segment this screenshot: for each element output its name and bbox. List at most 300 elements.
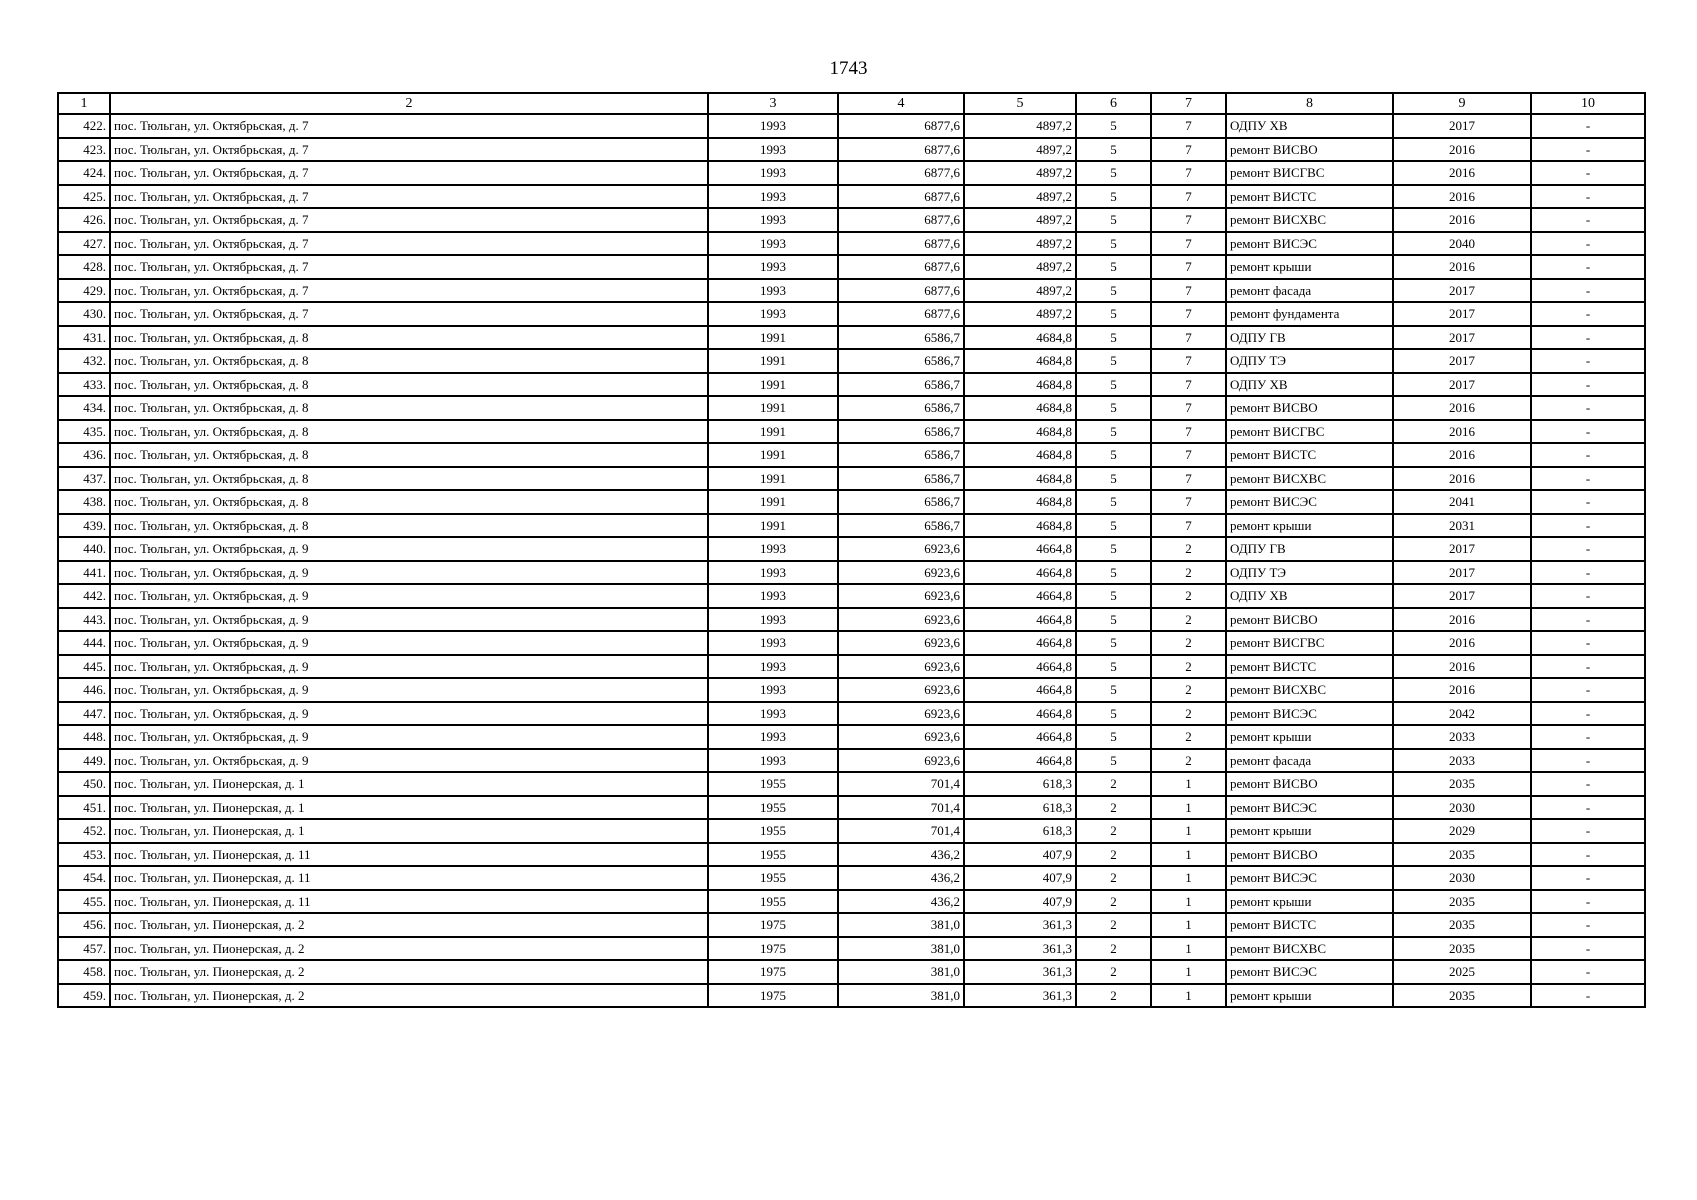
cell-work-type: ремонт ВИСХВС [1226,467,1393,491]
cell-address: пос. Тюльган, ул. Пионерская, д. 1 [110,796,708,820]
cell-note: - [1531,326,1645,350]
cell-living-area: 4664,8 [964,561,1076,585]
header-row [58,93,1645,114]
cell-living-area: 4684,8 [964,420,1076,444]
cell-entrances: 2 [1151,678,1226,702]
cell-note: - [1531,443,1645,467]
cell-living-area: 4684,8 [964,490,1076,514]
cell-row-number: 451. [58,796,110,820]
cell-living-area: 4684,8 [964,467,1076,491]
table-row [58,819,1645,843]
cell-floors: 5 [1076,161,1151,185]
cell-total-area: 6586,7 [838,490,964,514]
cell-living-area: 4897,2 [964,302,1076,326]
cell-row-number: 436. [58,443,110,467]
cell-entrances: 7 [1151,161,1226,185]
cell-floors: 5 [1076,631,1151,655]
cell-work-type: ОДПУ ТЭ [1226,349,1393,373]
table-row [58,420,1645,444]
cell-planned-year: 2017 [1393,302,1531,326]
cell-work-type: ремонт ВИСЭС [1226,960,1393,984]
cell-year-built: 1993 [708,114,838,138]
table-row [58,279,1645,303]
cell-entrances: 7 [1151,232,1226,256]
cell-address: пос. Тюльган, ул. Октябрьская, д. 9 [110,537,708,561]
cell-note: - [1531,373,1645,397]
table-row [58,255,1645,279]
cell-floors: 2 [1076,960,1151,984]
cell-row-number: 422. [58,114,110,138]
cell-entrances: 1 [1151,819,1226,843]
cell-note: - [1531,843,1645,867]
cell-floors: 5 [1076,749,1151,773]
cell-entrances: 1 [1151,843,1226,867]
cell-address: пос. Тюльган, ул. Октябрьская, д. 7 [110,138,708,162]
cell-planned-year: 2017 [1393,537,1531,561]
cell-note: - [1531,114,1645,138]
table-row [58,608,1645,632]
cell-year-built: 1975 [708,984,838,1008]
cell-floors: 5 [1076,255,1151,279]
cell-living-area: 4897,2 [964,161,1076,185]
cell-work-type: ремонт фасада [1226,749,1393,773]
cell-address: пос. Тюльган, ул. Октябрьская, д. 9 [110,725,708,749]
cell-floors: 5 [1076,561,1151,585]
column-header-9: 9 [1393,93,1531,114]
cell-work-type: ОДПУ ГВ [1226,537,1393,561]
cell-row-number: 445. [58,655,110,679]
table-row [58,772,1645,796]
cell-row-number: 425. [58,185,110,209]
cell-note: - [1531,396,1645,420]
cell-planned-year: 2016 [1393,420,1531,444]
cell-living-area: 4897,2 [964,114,1076,138]
cell-year-built: 1991 [708,443,838,467]
cell-row-number: 434. [58,396,110,420]
cell-row-number: 444. [58,631,110,655]
cell-year-built: 1993 [708,279,838,303]
cell-row-number: 453. [58,843,110,867]
cell-floors: 5 [1076,514,1151,538]
table-row [58,702,1645,726]
table-row [58,138,1645,162]
cell-planned-year: 2042 [1393,702,1531,726]
cell-total-area: 6586,7 [838,396,964,420]
cell-work-type: ремонт ВИСЭС [1226,702,1393,726]
cell-note: - [1531,960,1645,984]
cell-note: - [1531,232,1645,256]
cell-entrances: 7 [1151,349,1226,373]
cell-floors: 5 [1076,396,1151,420]
column-header-1: 1 [58,93,110,114]
cell-planned-year: 2016 [1393,631,1531,655]
cell-work-type: ОДПУ ХВ [1226,114,1393,138]
cell-year-built: 1993 [708,608,838,632]
cell-entrances: 1 [1151,890,1226,914]
table-row [58,890,1645,914]
cell-note: - [1531,514,1645,538]
cell-living-area: 4897,2 [964,185,1076,209]
table-row [58,467,1645,491]
cell-total-area: 6586,7 [838,420,964,444]
cell-entrances: 2 [1151,584,1226,608]
cell-work-type: ремонт крыши [1226,819,1393,843]
table-row [58,749,1645,773]
cell-row-number: 448. [58,725,110,749]
cell-work-type: ремонт ВИСЭС [1226,232,1393,256]
cell-address: пос. Тюльган, ул. Октябрьская, д. 9 [110,608,708,632]
cell-planned-year: 2035 [1393,937,1531,961]
cell-address: пос. Тюльган, ул. Октябрьская, д. 9 [110,702,708,726]
cell-floors: 2 [1076,843,1151,867]
cell-total-area: 381,0 [838,960,964,984]
page-number: 1743 [829,58,868,79]
cell-year-built: 1993 [708,161,838,185]
cell-work-type: ОДПУ ТЭ [1226,561,1393,585]
cell-address: пос. Тюльган, ул. Октябрьская, д. 8 [110,326,708,350]
cell-year-built: 1993 [708,138,838,162]
cell-note: - [1531,584,1645,608]
cell-floors: 2 [1076,984,1151,1008]
cell-note: - [1531,655,1645,679]
cell-year-built: 1955 [708,866,838,890]
cell-total-area: 6586,7 [838,443,964,467]
cell-living-area: 4664,8 [964,702,1076,726]
cell-floors: 5 [1076,608,1151,632]
table-row [58,373,1645,397]
cell-entrances: 2 [1151,537,1226,561]
cell-year-built: 1993 [708,584,838,608]
cell-entrances: 2 [1151,631,1226,655]
cell-year-built: 1993 [708,561,838,585]
cell-total-area: 381,0 [838,984,964,1008]
cell-floors: 5 [1076,702,1151,726]
cell-work-type: ремонт ВИСВО [1226,138,1393,162]
cell-living-area: 361,3 [964,937,1076,961]
cell-year-built: 1991 [708,326,838,350]
cell-total-area: 6586,7 [838,514,964,538]
cell-total-area: 6877,6 [838,138,964,162]
cell-note: - [1531,890,1645,914]
cell-entrances: 7 [1151,208,1226,232]
cell-planned-year: 2016 [1393,396,1531,420]
cell-row-number: 435. [58,420,110,444]
cell-floors: 2 [1076,772,1151,796]
cell-living-area: 407,9 [964,890,1076,914]
cell-row-number: 440. [58,537,110,561]
cell-address: пос. Тюльган, ул. Октябрьская, д. 8 [110,373,708,397]
cell-year-built: 1993 [708,302,838,326]
cell-planned-year: 2029 [1393,819,1531,843]
cell-note: - [1531,255,1645,279]
cell-total-area: 6923,6 [838,749,964,773]
cell-address: пос. Тюльган, ул. Октябрьская, д. 7 [110,232,708,256]
table-row [58,937,1645,961]
cell-living-area: 4664,8 [964,631,1076,655]
cell-total-area: 6586,7 [838,349,964,373]
cell-row-number: 452. [58,819,110,843]
cell-row-number: 447. [58,702,110,726]
cell-work-type: ОДПУ ХВ [1226,584,1393,608]
cell-work-type: ремонт ВИСТС [1226,443,1393,467]
cell-planned-year: 2035 [1393,772,1531,796]
cell-year-built: 1975 [708,937,838,961]
cell-living-area: 4684,8 [964,443,1076,467]
cell-row-number: 455. [58,890,110,914]
cell-floors: 5 [1076,467,1151,491]
cell-living-area: 4664,8 [964,584,1076,608]
cell-living-area: 618,3 [964,772,1076,796]
cell-planned-year: 2016 [1393,467,1531,491]
cell-address: пос. Тюльган, ул. Пионерская, д. 1 [110,772,708,796]
cell-entrances: 7 [1151,255,1226,279]
cell-row-number: 457. [58,937,110,961]
cell-total-area: 6877,6 [838,208,964,232]
cell-row-number: 454. [58,866,110,890]
column-header-5: 5 [964,93,1076,114]
cell-year-built: 1991 [708,490,838,514]
column-header-3: 3 [708,93,838,114]
table-body [58,114,1645,1007]
cell-year-built: 1993 [708,702,838,726]
cell-total-area: 6923,6 [838,631,964,655]
cell-living-area: 407,9 [964,843,1076,867]
cell-floors: 5 [1076,349,1151,373]
cell-total-area: 6923,6 [838,678,964,702]
cell-row-number: 458. [58,960,110,984]
cell-entrances: 7 [1151,138,1226,162]
cell-total-area: 6586,7 [838,373,964,397]
cell-work-type: ремонт ВИСЭС [1226,490,1393,514]
cell-planned-year: 2016 [1393,655,1531,679]
cell-note: - [1531,866,1645,890]
table-row [58,326,1645,350]
cell-floors: 2 [1076,866,1151,890]
cell-note: - [1531,138,1645,162]
cell-entrances: 1 [1151,772,1226,796]
cell-floors: 2 [1076,796,1151,820]
cell-floors: 5 [1076,302,1151,326]
cell-row-number: 450. [58,772,110,796]
cell-total-area: 6877,6 [838,232,964,256]
cell-living-area: 361,3 [964,984,1076,1008]
cell-year-built: 1991 [708,467,838,491]
cell-total-area: 6923,6 [838,537,964,561]
cell-address: пос. Тюльган, ул. Октябрьская, д. 9 [110,655,708,679]
cell-year-built: 1991 [708,349,838,373]
cell-year-built: 1991 [708,396,838,420]
cell-work-type: ремонт ВИСТС [1226,913,1393,937]
cell-floors: 2 [1076,913,1151,937]
cell-year-built: 1993 [708,655,838,679]
cell-planned-year: 2030 [1393,866,1531,890]
cell-planned-year: 2033 [1393,749,1531,773]
cell-row-number: 432. [58,349,110,373]
table-row [58,490,1645,514]
cell-entrances: 2 [1151,608,1226,632]
cell-address: пос. Тюльган, ул. Пионерская, д. 2 [110,937,708,961]
cell-living-area: 4664,8 [964,608,1076,632]
cell-year-built: 1955 [708,843,838,867]
cell-total-area: 6877,6 [838,114,964,138]
cell-row-number: 431. [58,326,110,350]
cell-work-type: ремонт ВИСХВС [1226,937,1393,961]
cell-year-built: 1991 [708,514,838,538]
cell-floors: 5 [1076,279,1151,303]
column-header-8: 8 [1226,93,1393,114]
table-row [58,725,1645,749]
cell-note: - [1531,490,1645,514]
cell-floors: 5 [1076,537,1151,561]
cell-row-number: 428. [58,255,110,279]
cell-address: пос. Тюльган, ул. Октябрьская, д. 9 [110,678,708,702]
cell-planned-year: 2016 [1393,608,1531,632]
cell-note: - [1531,537,1645,561]
cell-row-number: 459. [58,984,110,1008]
table-row [58,349,1645,373]
table-row [58,232,1645,256]
cell-year-built: 1993 [708,537,838,561]
cell-row-number: 441. [58,561,110,585]
cell-year-built: 1993 [708,185,838,209]
cell-total-area: 6877,6 [838,255,964,279]
cell-address: пос. Тюльган, ул. Октябрьская, д. 7 [110,302,708,326]
cell-living-area: 4897,2 [964,255,1076,279]
cell-note: - [1531,725,1645,749]
cell-floors: 5 [1076,678,1151,702]
cell-note: - [1531,913,1645,937]
column-header-10: 10 [1531,93,1645,114]
cell-work-type: ремонт ВИСГВС [1226,631,1393,655]
cell-living-area: 4664,8 [964,725,1076,749]
table-row [58,561,1645,585]
cell-year-built: 1993 [708,678,838,702]
cell-year-built: 1975 [708,960,838,984]
cell-row-number: 426. [58,208,110,232]
column-header-4: 4 [838,93,964,114]
cell-living-area: 4684,8 [964,326,1076,350]
cell-entrances: 2 [1151,749,1226,773]
cell-entrances: 7 [1151,396,1226,420]
cell-row-number: 439. [58,514,110,538]
cell-year-built: 1955 [708,890,838,914]
cell-address: пос. Тюльган, ул. Октябрьская, д. 8 [110,490,708,514]
cell-year-built: 1955 [708,772,838,796]
cell-planned-year: 2016 [1393,255,1531,279]
cell-total-area: 6586,7 [838,467,964,491]
cell-entrances: 7 [1151,490,1226,514]
cell-row-number: 427. [58,232,110,256]
cell-note: - [1531,984,1645,1008]
cell-planned-year: 2033 [1393,725,1531,749]
cell-note: - [1531,631,1645,655]
cell-work-type: ремонт ВИСХВС [1226,678,1393,702]
table-row [58,208,1645,232]
table-row [58,960,1645,984]
cell-living-area: 618,3 [964,796,1076,820]
cell-planned-year: 2035 [1393,843,1531,867]
cell-note: - [1531,796,1645,820]
cell-living-area: 4684,8 [964,349,1076,373]
cell-floors: 5 [1076,373,1151,397]
cell-note: - [1531,819,1645,843]
cell-work-type: ОДПУ ХВ [1226,373,1393,397]
cell-planned-year: 2017 [1393,584,1531,608]
cell-floors: 5 [1076,185,1151,209]
cell-work-type: ремонт ВИСВО [1226,843,1393,867]
cell-total-area: 381,0 [838,913,964,937]
cell-work-type: ОДПУ ГВ [1226,326,1393,350]
cell-note: - [1531,561,1645,585]
cell-year-built: 1991 [708,373,838,397]
cell-floors: 5 [1076,326,1151,350]
cell-floors: 5 [1076,584,1151,608]
cell-address: пос. Тюльган, ул. Пионерская, д. 2 [110,984,708,1008]
cell-work-type: ремонт крыши [1226,255,1393,279]
cell-planned-year: 2025 [1393,960,1531,984]
cell-planned-year: 2016 [1393,185,1531,209]
cell-note: - [1531,749,1645,773]
table-row [58,843,1645,867]
cell-living-area: 4897,2 [964,138,1076,162]
cell-row-number: 449. [58,749,110,773]
cell-note: - [1531,279,1645,303]
cell-year-built: 1955 [708,819,838,843]
cell-living-area: 361,3 [964,913,1076,937]
cell-address: пос. Тюльган, ул. Октябрьская, д. 7 [110,279,708,303]
cell-note: - [1531,608,1645,632]
cell-total-area: 701,4 [838,772,964,796]
cell-note: - [1531,937,1645,961]
cell-total-area: 701,4 [838,819,964,843]
cell-planned-year: 2016 [1393,138,1531,162]
cell-row-number: 437. [58,467,110,491]
table-row [58,678,1645,702]
cell-entrances: 7 [1151,467,1226,491]
cell-planned-year: 2016 [1393,443,1531,467]
cell-floors: 5 [1076,443,1151,467]
cell-living-area: 4664,8 [964,678,1076,702]
cell-total-area: 6923,6 [838,561,964,585]
cell-planned-year: 2017 [1393,373,1531,397]
table-row [58,796,1645,820]
cell-year-built: 1993 [708,631,838,655]
cell-planned-year: 2031 [1393,514,1531,538]
table-row [58,584,1645,608]
cell-living-area: 361,3 [964,960,1076,984]
cell-entrances: 7 [1151,114,1226,138]
cell-floors: 2 [1076,819,1151,843]
cell-row-number: 423. [58,138,110,162]
table-row [58,396,1645,420]
cell-work-type: ремонт фундамента [1226,302,1393,326]
cell-entrances: 7 [1151,326,1226,350]
cell-address: пос. Тюльган, ул. Октябрьская, д. 7 [110,208,708,232]
cell-planned-year: 2035 [1393,913,1531,937]
cell-living-area: 4664,8 [964,749,1076,773]
cell-floors: 2 [1076,890,1151,914]
cell-note: - [1531,185,1645,209]
cell-planned-year: 2017 [1393,279,1531,303]
cell-row-number: 433. [58,373,110,397]
cell-work-type: ремонт крыши [1226,725,1393,749]
cell-note: - [1531,302,1645,326]
cell-planned-year: 2035 [1393,890,1531,914]
cell-note: - [1531,208,1645,232]
table-row [58,655,1645,679]
cell-total-area: 381,0 [838,937,964,961]
cell-address: пос. Тюльган, ул. Октябрьская, д. 7 [110,114,708,138]
